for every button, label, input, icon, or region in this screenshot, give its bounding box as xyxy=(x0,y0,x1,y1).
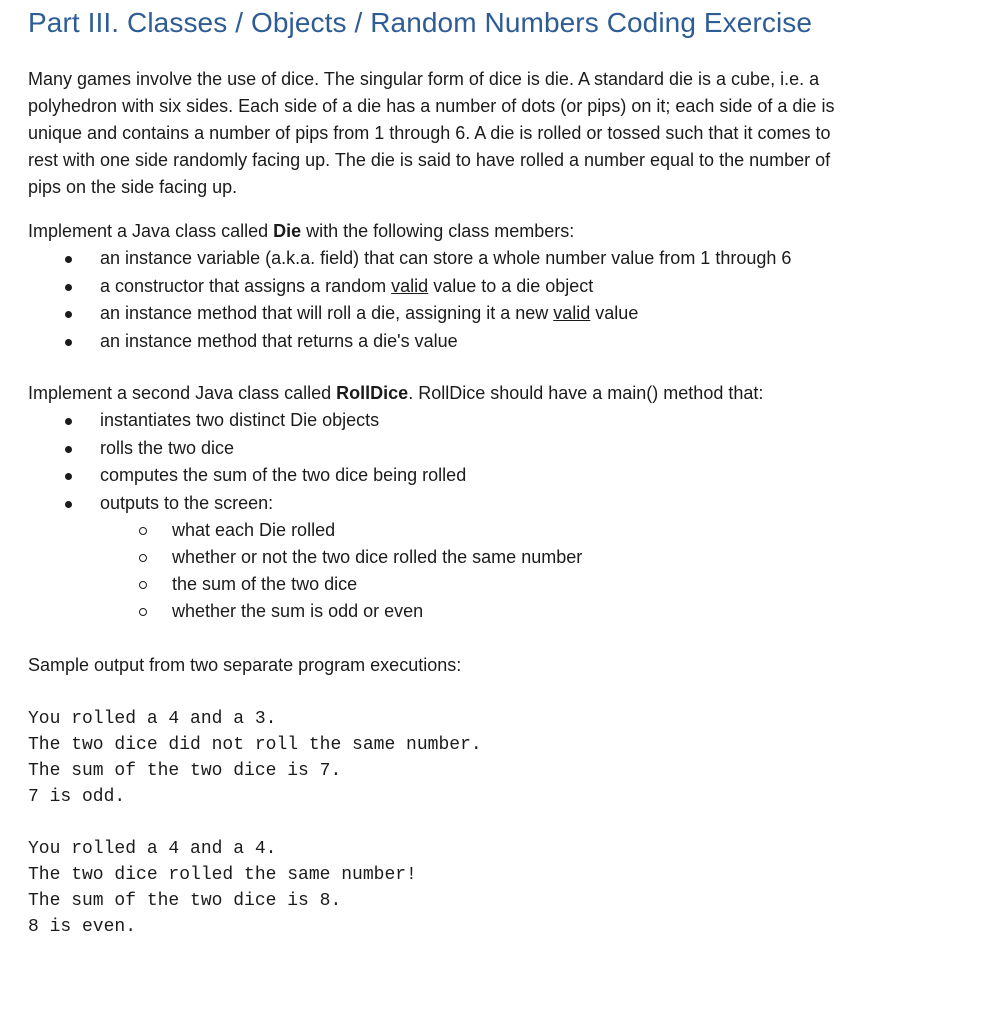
output-line: You rolled a 4 and a 4. xyxy=(28,839,277,859)
output-line: The two dice did not roll the same number. xyxy=(28,735,482,755)
die-instructions-prefix: Implement a Java class called xyxy=(28,221,274,241)
list-item xyxy=(28,435,963,463)
list-item xyxy=(28,245,963,273)
list-item-text: instantiates two distinct Die objects xyxy=(100,410,380,430)
sublist-item-text: whether or not the two dice rolled the same number xyxy=(172,547,583,567)
intro-paragraph xyxy=(28,66,963,201)
page-title: Part III. Classes / Objects / Random Numbers Coding Exercise xyxy=(28,7,813,38)
output-line: The sum of the two dice is 7. xyxy=(28,761,342,781)
output-requirements-sublist xyxy=(28,517,963,625)
rolldice-instructions-prefix: Implement a second Java class called xyxy=(28,383,337,403)
rolldice-instructions-suffix: . RollDice should have a main() method that: xyxy=(408,383,764,403)
intro-line: pips on the side facing up. xyxy=(28,177,238,197)
list-item xyxy=(28,273,963,301)
die-class-instructions xyxy=(28,218,963,245)
intro-line: polyhedron with six sides. Each side of a die has a number of dots (or pips) on it; each side of a die is xyxy=(28,96,835,116)
list-item-text: a constructor that assigns a random xyxy=(100,275,392,296)
sublist-item-text: whether the sum is odd or even xyxy=(172,601,424,621)
sample-output-heading: Sample output from two separate program executions: xyxy=(28,655,462,675)
intro-line: unique and contains a number of pips from 1 through 6. A die is rolled or tossed such that it comes to xyxy=(28,123,831,143)
list-item-text: an instance method that returns a die's value xyxy=(100,330,458,351)
list-item xyxy=(28,328,963,356)
sublist-item-text: the sum of the two dice xyxy=(172,574,358,594)
rolldice-class-instructions xyxy=(28,380,963,407)
sublist-item xyxy=(28,544,963,571)
output-line: The two dice rolled the same number! xyxy=(28,865,417,885)
output-line: 8 is even. xyxy=(28,917,137,937)
rolldice-steps-list xyxy=(28,407,963,517)
list-item-text: value to a die object xyxy=(428,275,594,296)
output-line: 7 is odd. xyxy=(28,787,126,807)
sample-output-run-1 xyxy=(28,706,963,810)
sublist-item xyxy=(28,571,963,598)
list-item-text: an instance variable (a.k.a. field) that can store a whole number value from 1 through 6 xyxy=(100,248,792,268)
list-item-text: an instance method that will roll a die, assigning it a new xyxy=(100,303,554,323)
output-line: The sum of the two dice is 8. xyxy=(28,891,342,911)
list-item-text: value xyxy=(590,303,639,323)
list-item-text: rolls the two dice xyxy=(100,437,235,458)
intro-line: rest with one side randomly facing up. The die is said to have rolled a number equal to the number of xyxy=(28,150,831,170)
list-item-text: computes the sum of the two dice being rolled xyxy=(100,465,467,485)
rolldice-class-name: RollDice xyxy=(336,383,409,403)
intro-line: Many games involve the use of dice. The singular form of dice is die. A standard die is a cube, i.e. a xyxy=(28,69,820,89)
sample-output-run-2 xyxy=(28,836,963,940)
list-item xyxy=(28,407,963,435)
output-line: You rolled a 4 and a 3. xyxy=(28,709,277,729)
list-item xyxy=(28,462,963,490)
list-item xyxy=(28,490,963,518)
sublist-item xyxy=(28,517,963,544)
list-item-text: outputs to the screen: xyxy=(100,492,274,513)
list-item xyxy=(28,300,963,328)
die-instructions-suffix: with the following class members: xyxy=(301,221,575,241)
underlined-word: valid xyxy=(553,303,591,323)
die-class-name: Die xyxy=(273,221,302,241)
sublist-item-text: what each Die rolled xyxy=(172,520,336,540)
sublist-item xyxy=(28,598,963,625)
underlined-word: valid xyxy=(391,275,429,296)
die-members-list xyxy=(28,245,963,355)
